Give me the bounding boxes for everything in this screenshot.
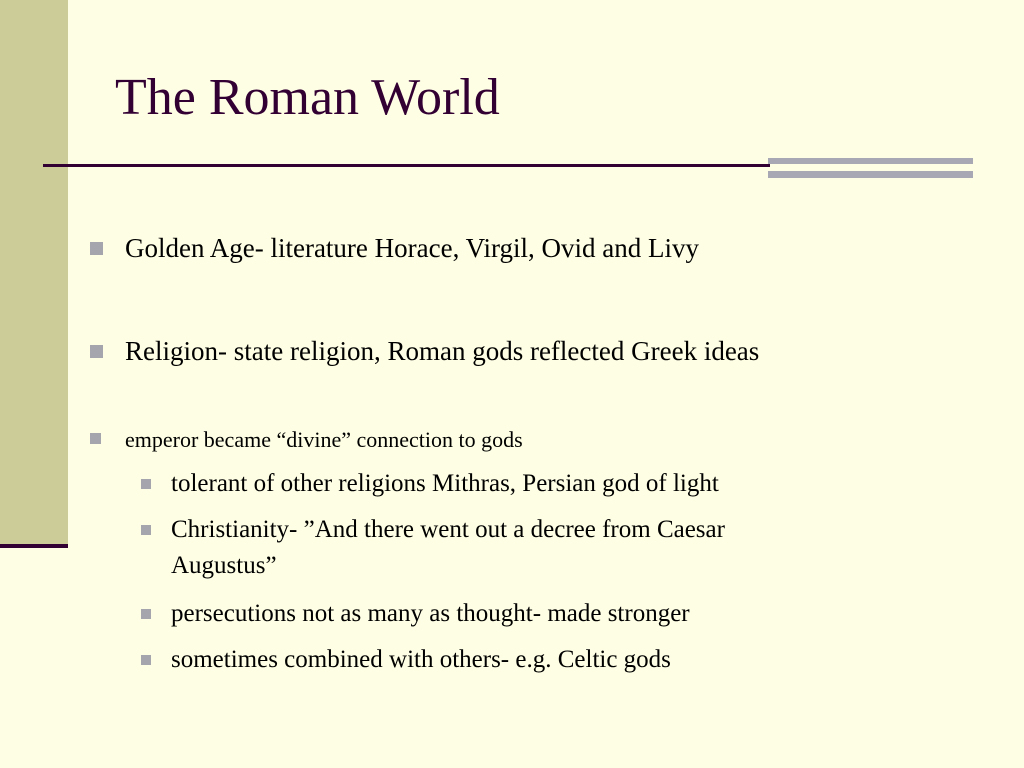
left-sidebar-band [0,0,68,545]
accent-rule-top [768,158,973,164]
square-bullet-icon [141,655,151,665]
square-bullet-icon [141,609,151,619]
title-underline [43,164,770,167]
bullet-text: Golden Age- literature Horace, Virgil, Ovid and Livy [125,233,699,263]
sub-bullet-text: sometimes combined with others- e.g. Celtic gods [171,646,671,673]
slide-title: The Roman World [115,69,500,126]
sub-bullet-text-line1: Christianity- ”And there went out a decree from Caesar [171,516,725,543]
accent-rule-bottom [768,171,973,178]
left-sidebar-rule [0,544,68,548]
sub-bullet-text: tolerant of other religions Mithras, Persian god of light [171,470,719,497]
sub-bullet-text: persecutions not as many as thought- made stronger [171,600,690,627]
bullet-text: emperor became “divine” connection to gods [125,427,523,452]
bullet-text: Religion- state religion, Roman gods reflected Greek ideas [125,336,760,366]
square-bullet-icon [141,525,151,535]
sub-bullet-text-line2: Augustus” [171,552,277,579]
square-bullet-icon [90,345,103,358]
square-bullet-icon [90,433,101,444]
square-bullet-icon [141,479,151,489]
square-bullet-icon [90,242,103,255]
